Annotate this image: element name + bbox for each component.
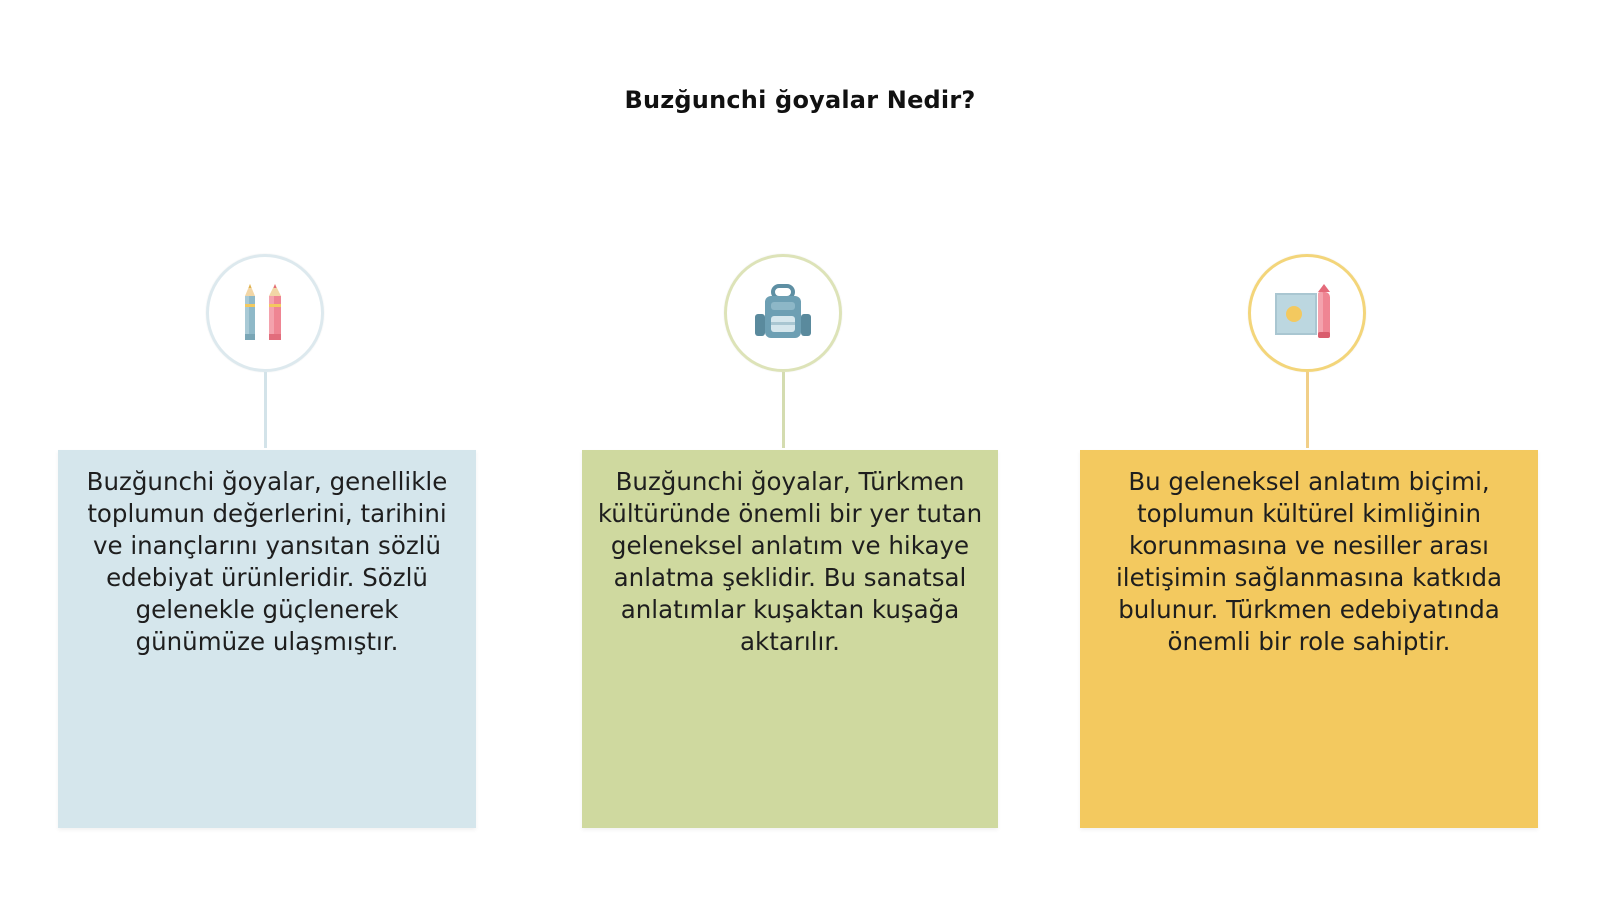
icon-badge-3 <box>1248 254 1366 372</box>
card-text-2: Buzğunchi ğoyalar, Türkmen kültüründe önemli bir yer tutan geleneksel anlatım ve hikaye anlatma şeklidir. Bu sanatsal anlatımlar kuşaktan kuşağa aktarılır. <box>597 467 983 656</box>
icon-badge-1 <box>206 254 324 372</box>
pencils-icon <box>239 282 291 344</box>
connector-line-3 <box>1306 372 1309 448</box>
painting-icon <box>1274 284 1340 342</box>
connector-line-2 <box>782 372 785 448</box>
info-card-3 <box>1080 450 1538 828</box>
card-text-1: Buzğunchi ğoyalar, genellikle toplumun değerlerini, tarihini ve inançlarını yansıtan sözlü edebiyat ürünleridir. Sözlü gelenekle güçlenerek günümüze ulaşmıştır. <box>86 467 448 656</box>
info-card-1 <box>58 450 476 828</box>
card-text-3: Bu geleneksel anlatım biçimi, toplumun kültürel kimliğinin korunmasına ve nesiller arası iletişimin sağlanmasına katkıda bulunur. Türkmen edebiyatında önemli bir role sahiptir. <box>1115 467 1503 656</box>
backpack-icon <box>753 284 813 342</box>
info-card-2 <box>582 450 998 828</box>
page-title: Buzğunchi ğoyalar Nedir? <box>624 86 976 114</box>
icon-badge-2 <box>724 254 842 372</box>
connector-line-1 <box>264 372 267 448</box>
